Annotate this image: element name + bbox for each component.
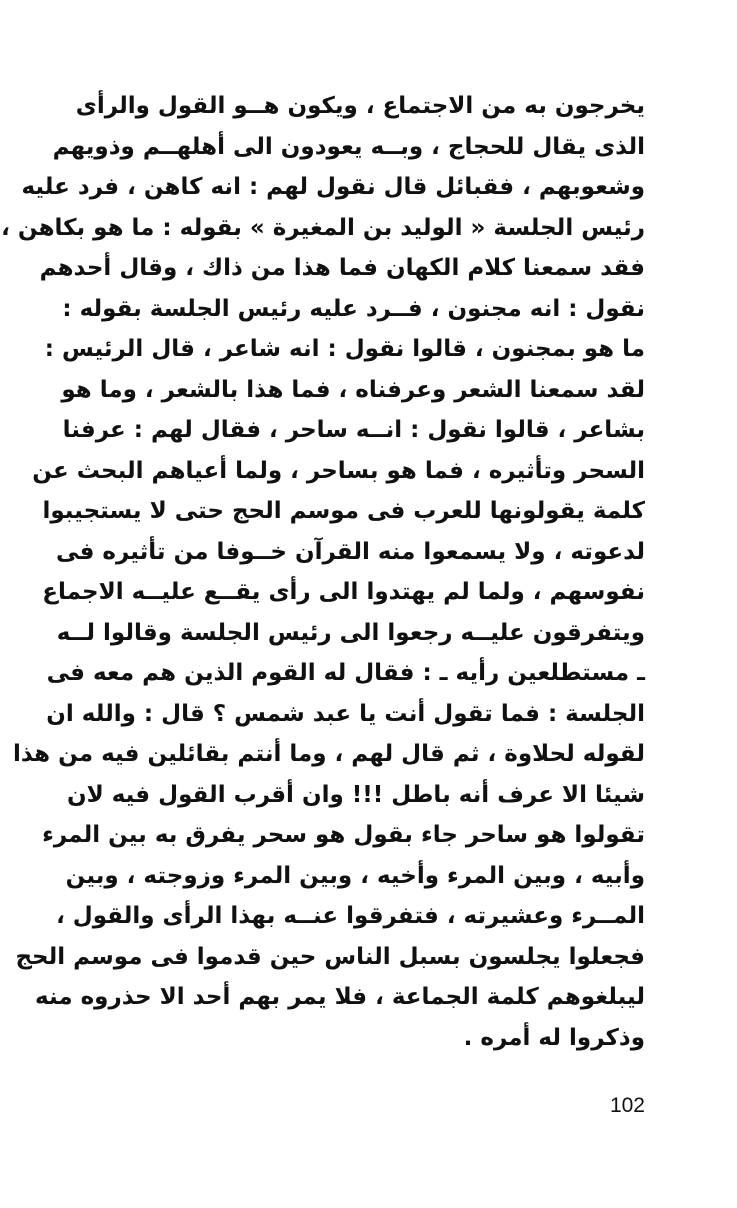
text-line: وشعوبهم ، فقبائل قال نقول لهم : انه كاهن ، فرد عليه <box>21 174 645 200</box>
text-line: فقد سمعنا كلام الكهان فما هذا من ذاك ، وقال أحدهم <box>39 255 645 281</box>
text-line: نفوسهم ، ولما لم يهتدوا الى رأى يقــع عليــه الاجماع <box>42 579 645 605</box>
page-number: 102 <box>609 1094 645 1117</box>
body-text <box>1 86 645 1058</box>
text-line: ـ مستطلعين رأيه ـ : فقال له القوم الذين هم معه فى <box>46 660 645 686</box>
text-line: شيئا الا عرف أنه باطل !!! وان أقرب القول فيه لان <box>66 781 645 808</box>
text-line: نقول : انه مجنون ، فــرد عليه رئيس الجلسة بقوله : <box>62 295 645 322</box>
text-line: الجلسة : فما تقول أنت يا عبد شمس ؟ قال : والله ان <box>46 700 645 727</box>
text-line: السحر وتأثيره ، فما هو بساحر ، ولما أعياهم البحث عن <box>32 457 645 484</box>
text-line: لقوله لحلاوة ، ثم قال لهم ، وما أنتم بقائلين فيه من هذا <box>13 741 645 767</box>
text-line: ليبلغوهم كلمة الجماعة ، فلا يمر بهم أحد الا حذروه منه <box>35 984 645 1010</box>
text-line: يخرجون به من الاجتماع ، ويكون هــو القول والرأى <box>75 93 645 119</box>
text-line: كلمة يقولونها للعرب فى موسم الحج حتى لا يستجيبوا <box>42 498 645 524</box>
text-line: الذى يقال للحجاج ، وبــه يعودون الى أهلهــم وذويهم <box>52 133 645 160</box>
text-line: وذكروا له أمره . <box>463 1024 645 1051</box>
text-line: بشاعر ، قالوا نقول : انــه ساحر ، فقال لهم : عرفنا <box>62 417 645 443</box>
text-line: فجعلوا يجلسون بسبل الناس حين قدموا فى موسم الحج <box>15 943 645 970</box>
text-line: لدعوته ، ولا يسمعوا منه القرآن خــوفا من تأثيره فى <box>56 538 645 565</box>
text-line: رئيس الجلسة « الوليد بن المغيرة » بقوله : ما هو بكاهن ، <box>1 214 645 241</box>
text-line: تقولوا هو ساحر جاء بقول هو سحر يفرق به بين المرء <box>42 822 645 848</box>
text-line: وأبيه ، وبين المرء وأخيه ، وبين المرء وزوجته ، وبين <box>65 862 645 889</box>
text-line: لقد سمعنا الشعر وعرفناه ، فما هذا بالشعر ، وما هو <box>61 376 645 403</box>
text-line: ما هو بمجنون ، قالوا نقول : انه شاعر ، قال الرئيس : <box>44 336 645 362</box>
text-line: المــرء وعشيرته ، فتفرقوا عنــه بهذا الرأى والقول ، <box>56 903 645 929</box>
text-line: ويتفرقون عليــه رجعوا الى رئيس الجلسة وقالوا لــه <box>56 619 645 646</box>
